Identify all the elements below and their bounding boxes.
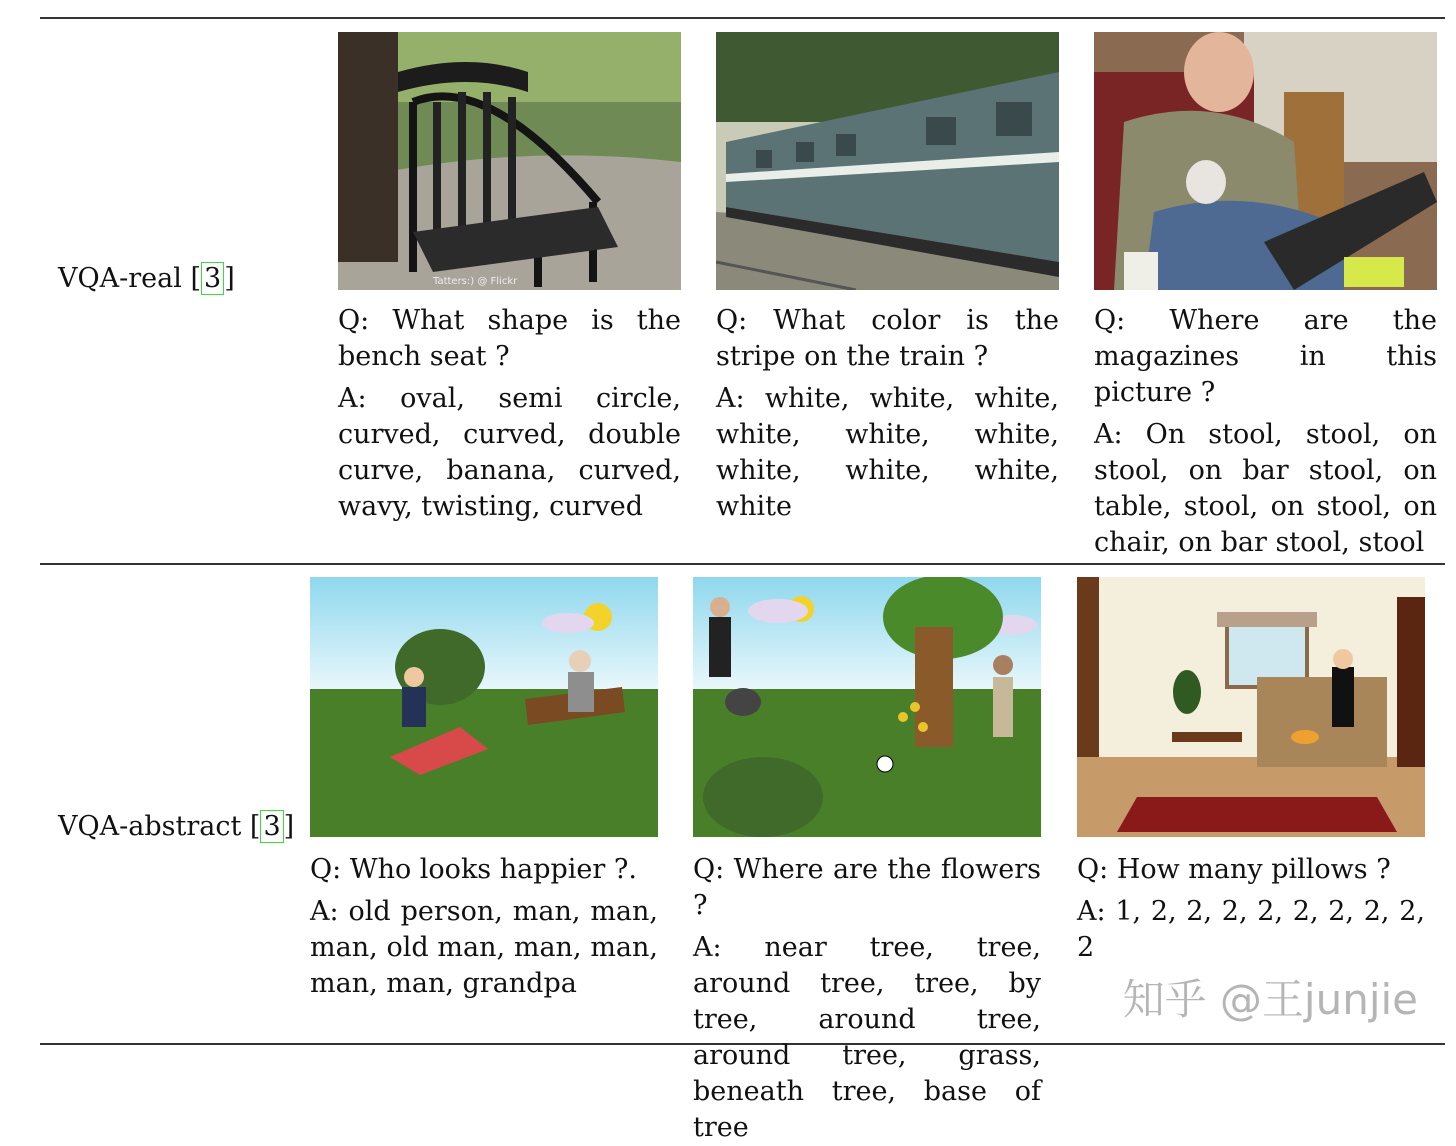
row-label-vqa-abstract: VQA-abstract [ 3 ] [58,811,295,842]
qa-block [1077,852,1425,966]
qa-block [1094,303,1437,561]
table-mid-rule [40,563,1445,565]
answer-text: A: 1, 2, 2, 2, 2, 2, 2, 2, 2, 2 [1077,896,1425,963]
question-text: Q: Where are the flowers ? [693,854,1041,921]
living-room-scene [1077,577,1425,837]
qa-block [338,303,681,525]
question-text: Q: Where are the magazines in this picture ? [1094,305,1437,408]
table-top-rule [40,17,1445,19]
question-text: Q: What shape is the bench seat ? [338,305,681,372]
svg-text:Tatters:) @ Flickr: Tatters:) @ Flickr [433,276,518,287]
qa-block [716,303,1059,525]
citation-link[interactable]: 3 [260,810,283,843]
row-label-vqa-real: VQA-real [ 3 ] [58,263,235,294]
park-bench-photo [338,32,681,290]
flowers-tree-scene [693,577,1041,837]
answer-text: A: near tree, tree, around tree, tree, by tree, around tree, around tree, grass, beneath tree, base of tree [693,932,1041,1143]
man-laptop-cat-photo [1094,32,1437,290]
zhihu-watermark: 知乎 @王junjie [1122,975,1418,1024]
question-text: Q: Who looks happier ?. [310,854,637,885]
answer-text: A: oval, semi circle, curved, curved, double curve, banana, curved, wavy, twisting, curved [338,383,681,522]
answer-text: A: white, white, white, white, white, white, white, white, white, white [716,383,1059,522]
picnic-park-scene [310,577,658,837]
citation-link[interactable]: 3 [201,262,224,295]
train-car-photo [716,32,1059,290]
question-text: Q: How many pillows ? [1077,854,1391,885]
answer-text: A: On stool, stool, on stool, on bar stool, on table, stool, on stool, on chair, on bar stool, stool [1094,419,1437,558]
qa-block [693,852,1041,1146]
question-text: Q: What color is the stripe on the train ? [716,305,1059,372]
answer-text: A: old person, man, man, man, old man, man, man, man, man, grandpa [310,896,658,999]
qa-block [310,852,658,1002]
